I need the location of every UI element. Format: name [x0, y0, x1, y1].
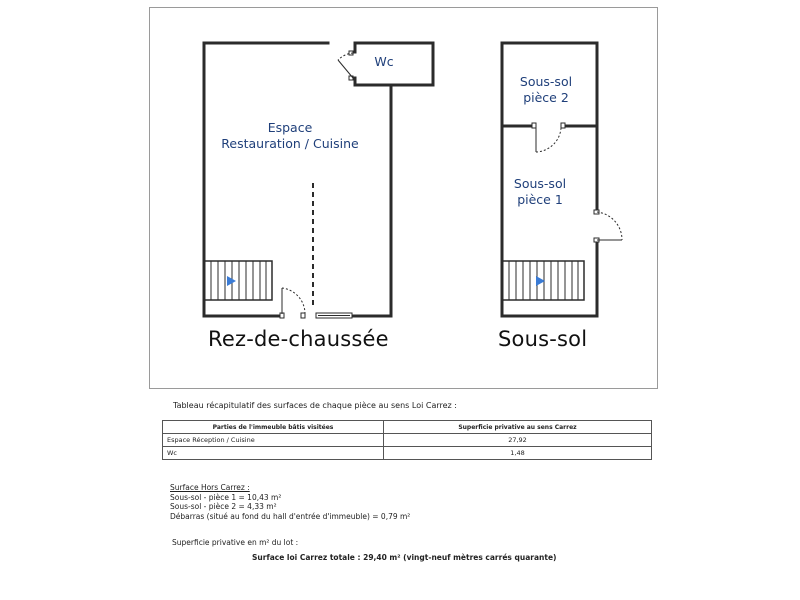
row-name: Wc — [163, 447, 384, 460]
summary-title: Tableau récapitulatif des surfaces de chaque pièce au sens Loi Carrez : — [173, 401, 457, 410]
hors-carrez-line: Sous-sol - pièce 1 = 10,43 m² — [170, 492, 282, 502]
level-title-rdc: Rez-de-chaussée — [208, 327, 389, 351]
hors-carrez-heading: Surface Hors Carrez : — [170, 483, 250, 492]
room-label-sous-sol-piece-2: Sous-sol pièce 2 — [519, 74, 573, 105]
rdc-stairs — [204, 261, 272, 300]
level-title-sous-sol: Sous-sol — [498, 327, 588, 351]
row-value: 27,92 — [384, 434, 652, 447]
room-label-espace: Espace Restauration / Cuisine — [221, 120, 359, 151]
column-header-superficie: Superficie privative au sens Carrez — [384, 421, 652, 434]
table-header-row — [163, 421, 652, 434]
hors-carrez-section — [170, 483, 410, 521]
room-label-sous-sol-piece-1: Sous-sol pièce 1 — [513, 176, 567, 207]
row-name: Espace Réception / Cuisine — [163, 434, 384, 447]
row-value: 1,48 — [384, 447, 652, 460]
table-row — [163, 447, 652, 460]
lot-surface-label: Superficie privative en m² du lot : — [172, 538, 299, 547]
hors-carrez-line: Sous-sol - pièce 2 = 4,33 m² — [170, 502, 277, 511]
hors-carrez-line: Débarras (situé au fond du hall d'entrée d'immeuble) = 0,79 m² — [170, 511, 411, 521]
table-row — [163, 434, 652, 447]
carrez-total: Surface loi Carrez totale : 29,40 m² (vingt-neuf mètres carrés quarante) — [252, 553, 557, 562]
column-header-parties: Parties de l'immeuble bâtis visitées — [163, 421, 384, 434]
carrez-summary-table — [162, 420, 652, 460]
room-label-wc: Wc — [374, 54, 394, 69]
